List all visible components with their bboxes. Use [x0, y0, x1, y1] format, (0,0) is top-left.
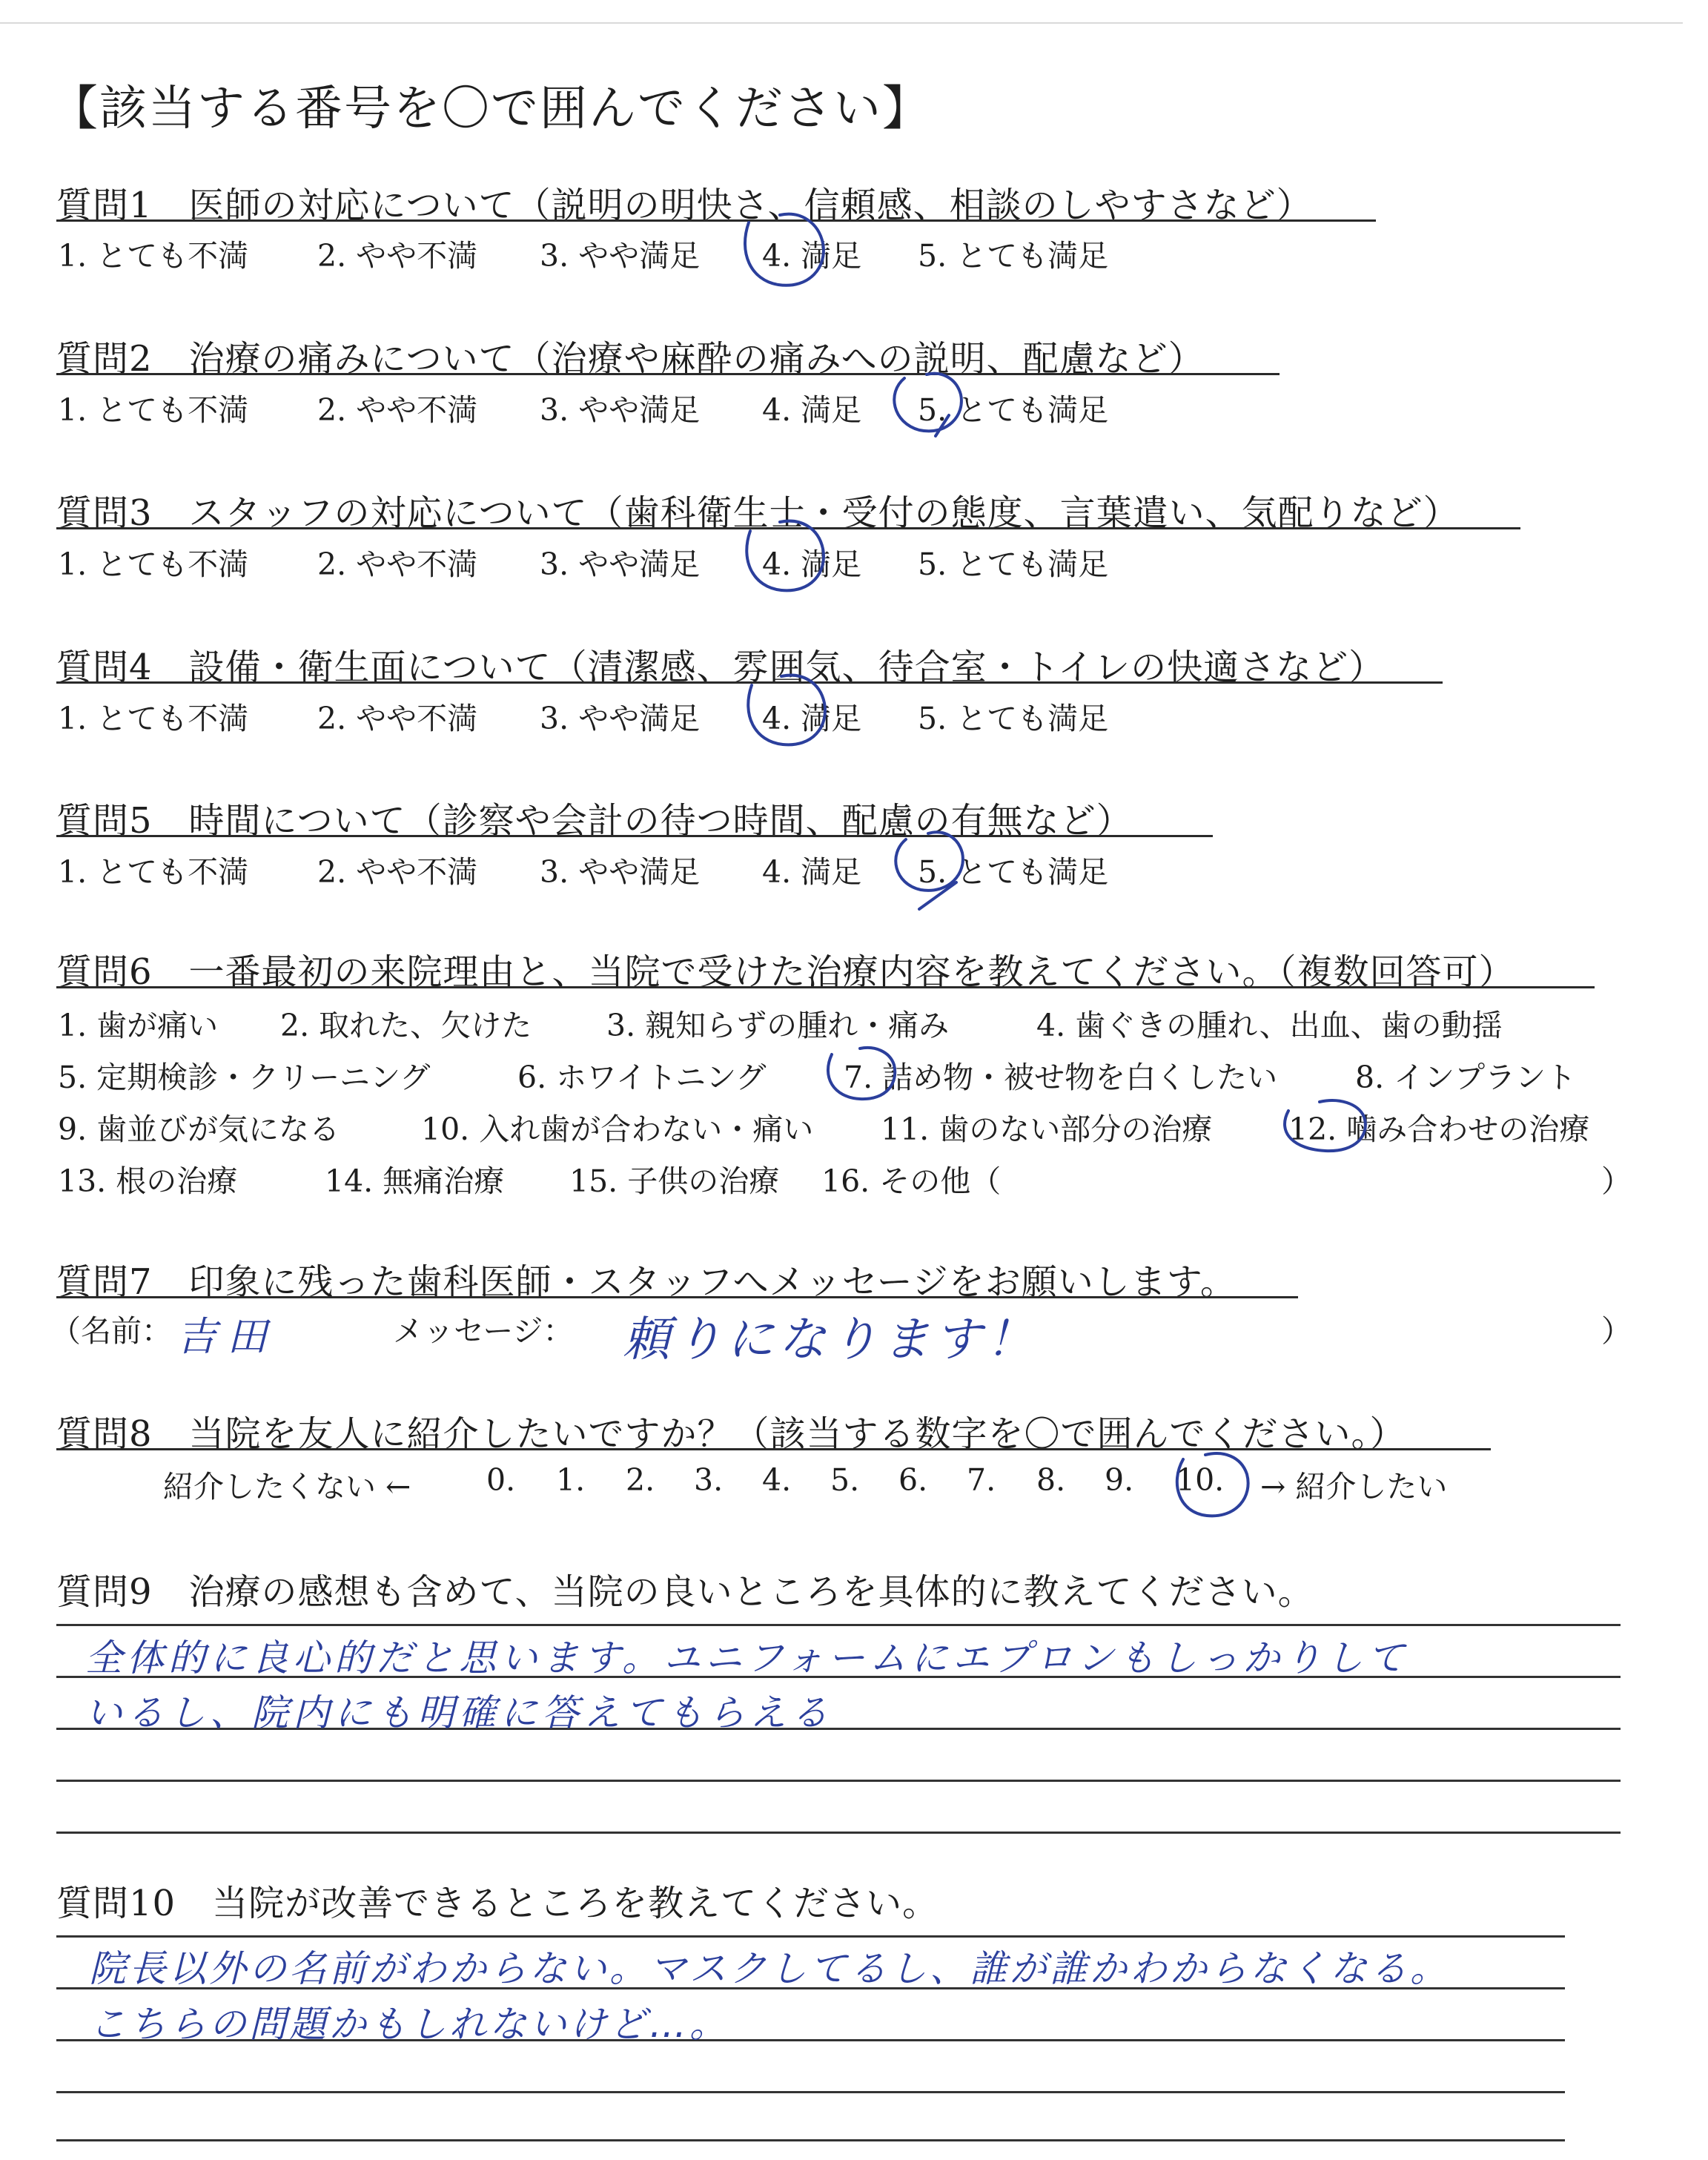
q8-right-label: → 紹介したい — [1260, 1469, 1448, 1505]
q8-option-1[interactable]: 1. — [556, 1462, 586, 1498]
q6-option-12[interactable]: 12. 噛み合わせの治療 — [1288, 1112, 1590, 1147]
q5-underline — [56, 835, 1213, 837]
q8-underline — [56, 1448, 1491, 1450]
q4-option-3[interactable]: 3. やや満足 — [540, 701, 701, 736]
q3-option-2[interactable]: 2. やや不満 — [317, 546, 478, 582]
q6-option-1[interactable]: 1. 歯が痛い — [58, 1008, 219, 1043]
q9-rule-4 — [56, 1780, 1621, 1782]
q6-option-8[interactable]: 8. インプラント — [1355, 1060, 1577, 1095]
q9-rule-5 — [56, 1832, 1621, 1834]
q8-option-8[interactable]: 8. — [1036, 1462, 1066, 1498]
q2-option-3[interactable]: 3. やや満足 — [540, 392, 701, 428]
q2-option-1[interactable]: 1. とても不満 — [58, 392, 249, 428]
q4-underline — [56, 681, 1443, 684]
q9-answer-line-2[interactable]: いるし、院内にも明確に答えてもらえる — [85, 1691, 833, 1734]
page-title: 【該当する番号を〇で囲んでください】 — [50, 82, 931, 136]
q10-answer-line-1[interactable]: 院長以外の名前がわからない。マスクしてるし、誰が誰かわからなくなる。 — [89, 1947, 1450, 1990]
q2-heading: 質問2 治療の痛みについて（治療や麻酔の痛みへの説明、配慮など） — [56, 338, 1205, 380]
q8-option-6[interactable]: 6. — [898, 1462, 928, 1498]
q9-heading: 質問9 治療の感想も含めて、当院の良いところを具体的に教えてください。 — [56, 1571, 1314, 1613]
q4-option-4[interactable]: 4. 満足 — [762, 701, 862, 736]
q3-option-4[interactable]: 4. 満足 — [762, 546, 862, 582]
q9-answer-line-1[interactable]: 全体的に良心的だと思います。ユニフォームにエプロンもしっかりして — [85, 1636, 1409, 1680]
q1-underline — [56, 219, 1376, 222]
q2-option-2[interactable]: 2. やや不満 — [317, 392, 478, 428]
q1-option-4[interactable]: 4. 満足 — [762, 238, 862, 274]
q7-heading: 質問7 印象に残った歯科医師・スタッフへメッセージをお願いします。 — [56, 1261, 1237, 1303]
q1-option-3[interactable]: 3. やや満足 — [540, 238, 701, 274]
q8-option-9[interactable]: 9. — [1105, 1462, 1134, 1498]
q7-close-paren: ） — [1601, 1313, 1632, 1349]
q1-option-1[interactable]: 1. とても不満 — [58, 238, 249, 274]
q6-option-11[interactable]: 11. 歯のない部分の治療 — [881, 1112, 1213, 1147]
q6-option-7[interactable]: 7. 詰め物・被せ物を白くしたい — [844, 1060, 1278, 1095]
q2-option-4[interactable]: 4. 満足 — [762, 392, 862, 428]
q6-option-6[interactable]: 6. ホワイトニング — [517, 1060, 767, 1095]
q10-answer-line-2[interactable]: こちらの問題かもしれないけど…。 — [89, 2003, 729, 2046]
q6-option-2[interactable]: 2. 取れた、欠けた — [280, 1008, 532, 1043]
q6-option-16-close: ） — [1601, 1163, 1632, 1199]
q6-option-14[interactable]: 14. 無痛治療 — [325, 1163, 505, 1199]
q8-option-2[interactable]: 2. — [626, 1462, 655, 1498]
q6-option-15[interactable]: 15. 子供の治療 — [569, 1163, 780, 1199]
q2-underline — [56, 373, 1280, 375]
q6-option-3[interactable]: 3. 親知らずの腫れ・痛み — [606, 1008, 950, 1043]
q6-option-10[interactable]: 10. 入れ歯が合わない・痛い — [421, 1112, 814, 1147]
q3-heading: 質問3 スタッフの対応について（歯科衛生士・受付の態度、言葉遣い、気配りなど） — [56, 492, 1460, 534]
q5-option-2[interactable]: 2. やや不満 — [317, 854, 478, 890]
q6-heading: 質問6 一番最初の来院理由と、当院で受けた治療内容を教えてください。（複数回答可） — [56, 951, 1515, 993]
q6-underline — [56, 986, 1595, 988]
q1-option-2[interactable]: 2. やや不満 — [317, 238, 478, 274]
q4-heading: 質問4 設備・衛生面について（清潔感、雰囲気、待合室・トイレの快適さなど） — [56, 647, 1386, 688]
q7-name-value[interactable]: 吉田 — [176, 1313, 277, 1360]
q10-rule-1 — [56, 1935, 1565, 1938]
q8-option-4[interactable]: 4. — [762, 1462, 792, 1498]
q5-option-3[interactable]: 3. やや満足 — [540, 854, 701, 890]
q5-option-1[interactable]: 1. とても不満 — [58, 854, 249, 890]
q7-message-value[interactable]: 頼りになります！ — [623, 1312, 1038, 1367]
q8-option-0[interactable]: 0. — [486, 1462, 516, 1498]
q4-option-2[interactable]: 2. やや不満 — [317, 701, 478, 736]
q5-heading: 質問5 時間について（診察や会計の待つ時間、配慮の有無など） — [56, 800, 1133, 842]
q5-option-5[interactable]: 5. とても満足 — [918, 854, 1109, 890]
q7-message-label: メッセージ： — [393, 1313, 574, 1349]
q4-option-1[interactable]: 1. とても不満 — [58, 701, 249, 736]
q3-option-3[interactable]: 3. やや満足 — [540, 546, 701, 582]
q7-underline — [56, 1296, 1298, 1298]
q8-option-5[interactable]: 5. — [830, 1462, 860, 1498]
q10-heading: 質問10 当院が改善できるところを教えてください。 — [56, 1883, 939, 1924]
q1-option-5[interactable]: 5. とても満足 — [918, 238, 1109, 274]
q9-rule-1 — [56, 1624, 1621, 1626]
q3-option-5[interactable]: 5. とても満足 — [918, 546, 1109, 582]
q6-option-9[interactable]: 9. 歯並びが気になる — [58, 1112, 340, 1147]
q7-name-label: （名前： — [50, 1313, 172, 1349]
q10-rule-4 — [56, 2091, 1565, 2093]
q8-left-label: 紹介したくない ← — [163, 1469, 411, 1505]
q6-option-4[interactable]: 4. 歯ぐきの腫れ、出血、歯の動揺 — [1036, 1008, 1503, 1043]
q3-underline — [56, 527, 1520, 529]
q8-heading: 質問8 当院を友人に紹介したいですか？（該当する数字を〇で囲んでください。） — [56, 1413, 1406, 1455]
q6-option-13[interactable]: 13. 根の治療 — [58, 1163, 238, 1199]
q4-option-5[interactable]: 5. とても満足 — [918, 701, 1109, 736]
q8-option-10[interactable]: 10. — [1176, 1462, 1225, 1498]
q6-option-16[interactable]: 16. その他（ — [821, 1163, 1002, 1199]
q3-option-1[interactable]: 1. とても不満 — [58, 546, 249, 582]
q10-rule-5 — [56, 2139, 1565, 2141]
scan-top-edge — [0, 22, 1683, 24]
q2-option-5[interactable]: 5. とても満足 — [918, 392, 1109, 428]
q8-option-7[interactable]: 7. — [967, 1462, 996, 1498]
q6-option-5[interactable]: 5. 定期検診・クリーニング — [58, 1060, 431, 1095]
q1-heading: 質問1 医師の対応について（説明の明快さ、信頼感、相談のしやすさなど） — [56, 185, 1313, 226]
q5-option-4[interactable]: 4. 満足 — [762, 854, 862, 890]
q8-option-3[interactable]: 3. — [694, 1462, 724, 1498]
